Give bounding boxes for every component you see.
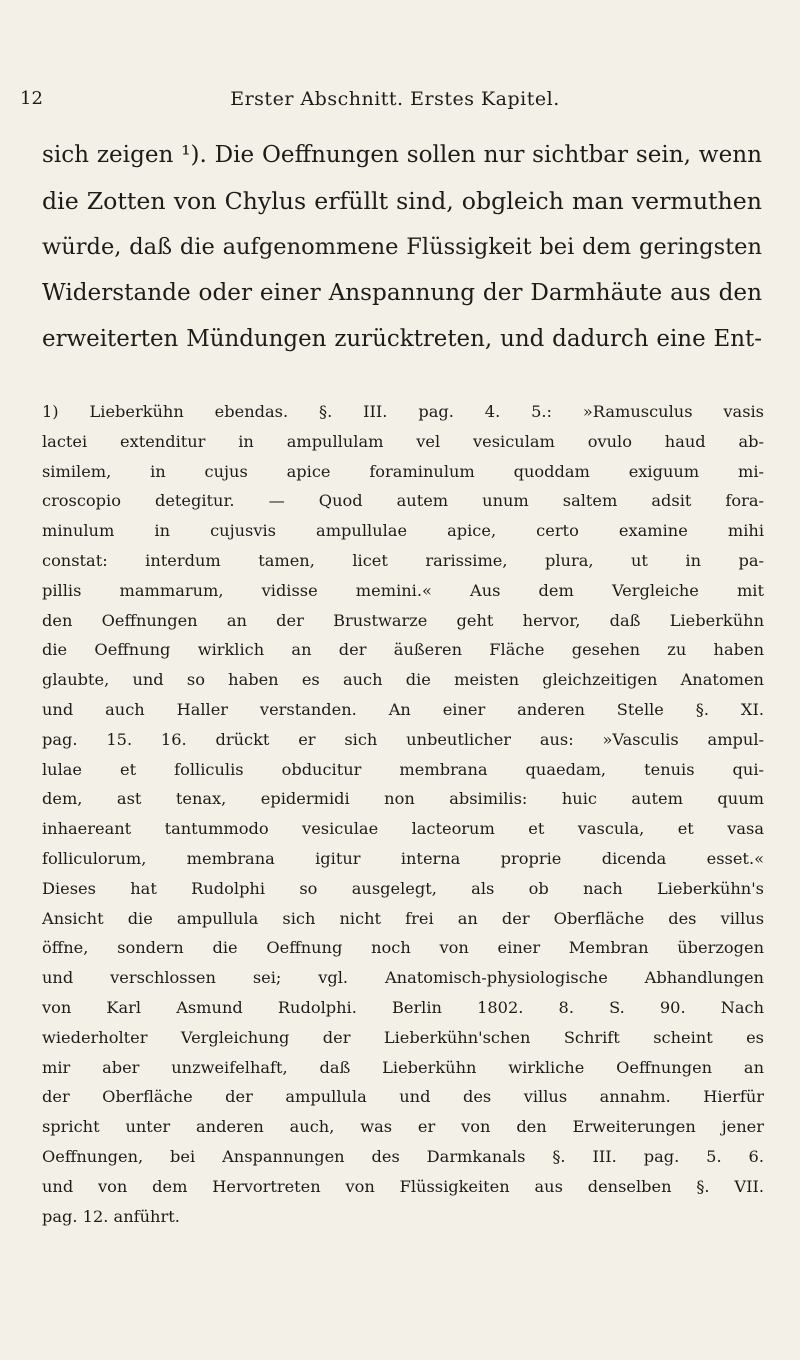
footnote-line: lulae et folliculis obducitur membrana quaedam, tenuis qui- (42, 759, 764, 779)
main-text-line: Widerstande oder einer Anspannung der Darmhäute aus den (42, 280, 762, 306)
footnote-line: similem, in cujus apice foraminulum quoddam exiguum mi- (42, 461, 764, 481)
footnote-line: und von dem Hervortreten von Flüssigkeiten aus denselben §. VII. (42, 1176, 764, 1196)
footnote-line: inhaereant tantummodo vesiculae lacteorum et vascula, et vasa (42, 819, 764, 839)
page-header (20, 78, 770, 114)
main-text-line: würde, daß die aufgenommene Flüssigkeit bei dem geringsten (42, 234, 762, 260)
footnote-line: folliculorum, membrana igitur interna proprie dicenda esset.« (42, 848, 764, 868)
footnote (42, 397, 764, 1231)
footnote-line: lactei extenditur in ampullulam vel vesiculam ovulo haud ab- (42, 431, 764, 451)
main-text-line: die Zotten von Chylus erfüllt sind, obgleich man vermuthen (42, 187, 762, 215)
footnote-line: constat: interdum tamen, licet rarissime, plura, ut in pa- (42, 550, 764, 570)
footnote-line: minulum in cujusvis ampullulae apice, certo examine mihi (42, 521, 764, 541)
footnote-line: pag. 12. anführt. (42, 1206, 180, 1226)
footnote-line: 1) Lieberkühn ebendas. §. III. pag. 4. 5.: »Ramusculus vasis (42, 402, 764, 421)
page-number: 12 (20, 88, 43, 109)
main-text-line: erweiterten Mündungen zurücktreten, und dadurch eine Ent- (42, 326, 762, 352)
footnote-line: pillis mammarum, vidisse memini.« Aus dem Vergleiche mit (42, 580, 764, 600)
footnote-line: Ansicht die ampullula sich nicht frei an der Oberfläche des villus (42, 908, 764, 928)
footnote-line: spricht unter anderen auch, was er von den Erweiterungen jener (42, 1117, 764, 1137)
footnote-line: von Karl Asmund Rudolphi. Berlin 1802. 8. S. 90. Nach (42, 997, 764, 1017)
footnote-line: und auch Haller verstanden. An einer anderen Stelle §. XI. (42, 699, 764, 719)
footnote-line: den Oeffnungen an der Brustwarze geht hervor, daß Lieberkühn (42, 610, 764, 630)
footnote-line: wiederholter Vergleichung der Lieberkühn'schen Schrift scheint es (42, 1027, 764, 1047)
footnote-line: glaubte, und so haben es auch die meisten gleichzeitigen Anatomen (42, 670, 764, 690)
footnote-line: und verschlossen sei; vgl. Anatomisch-physiologische Abhandlungen (42, 968, 764, 988)
footnote-line: dem, ast tenax, epidermidi non absimilis: huic autem quum (42, 789, 764, 809)
footnote-line: der Oberfläche der ampullula und des villus annahm. Hierfür (42, 1087, 764, 1107)
running-title: Erster Abschnitt. Erstes Kapitel. (230, 88, 560, 110)
footnote-line: öffne, sondern die Oeffnung noch von einer Membran überzogen (42, 938, 764, 958)
footnote-line: pag. 15. 16. drückt er sich unbeutlicher aus: »Vasculis ampul- (42, 729, 764, 749)
footnote-line: croscopio detegitur. — Quod autem unum saltem adsit fora- (42, 491, 764, 511)
footnote-line: Dieses hat Rudolphi so ausgelegt, als ob nach Lieberkühn's (42, 878, 764, 898)
main-text-line: sich zeigen ¹). Die Oeffnungen sollen nur sichtbar sein, wenn (42, 142, 762, 168)
footnote-line: die Oeffnung wirklich an der äußeren Fläche gesehen zu haben (42, 640, 764, 660)
footnote-line: Oeffnungen, bei Anspannungen des Darmkanals §. III. pag. 5. 6. (42, 1146, 764, 1166)
footnote-line: mir aber unzweifelhaft, daß Lieberkühn wirkliche Oeffnungen an (42, 1057, 764, 1077)
main-text (42, 132, 762, 362)
